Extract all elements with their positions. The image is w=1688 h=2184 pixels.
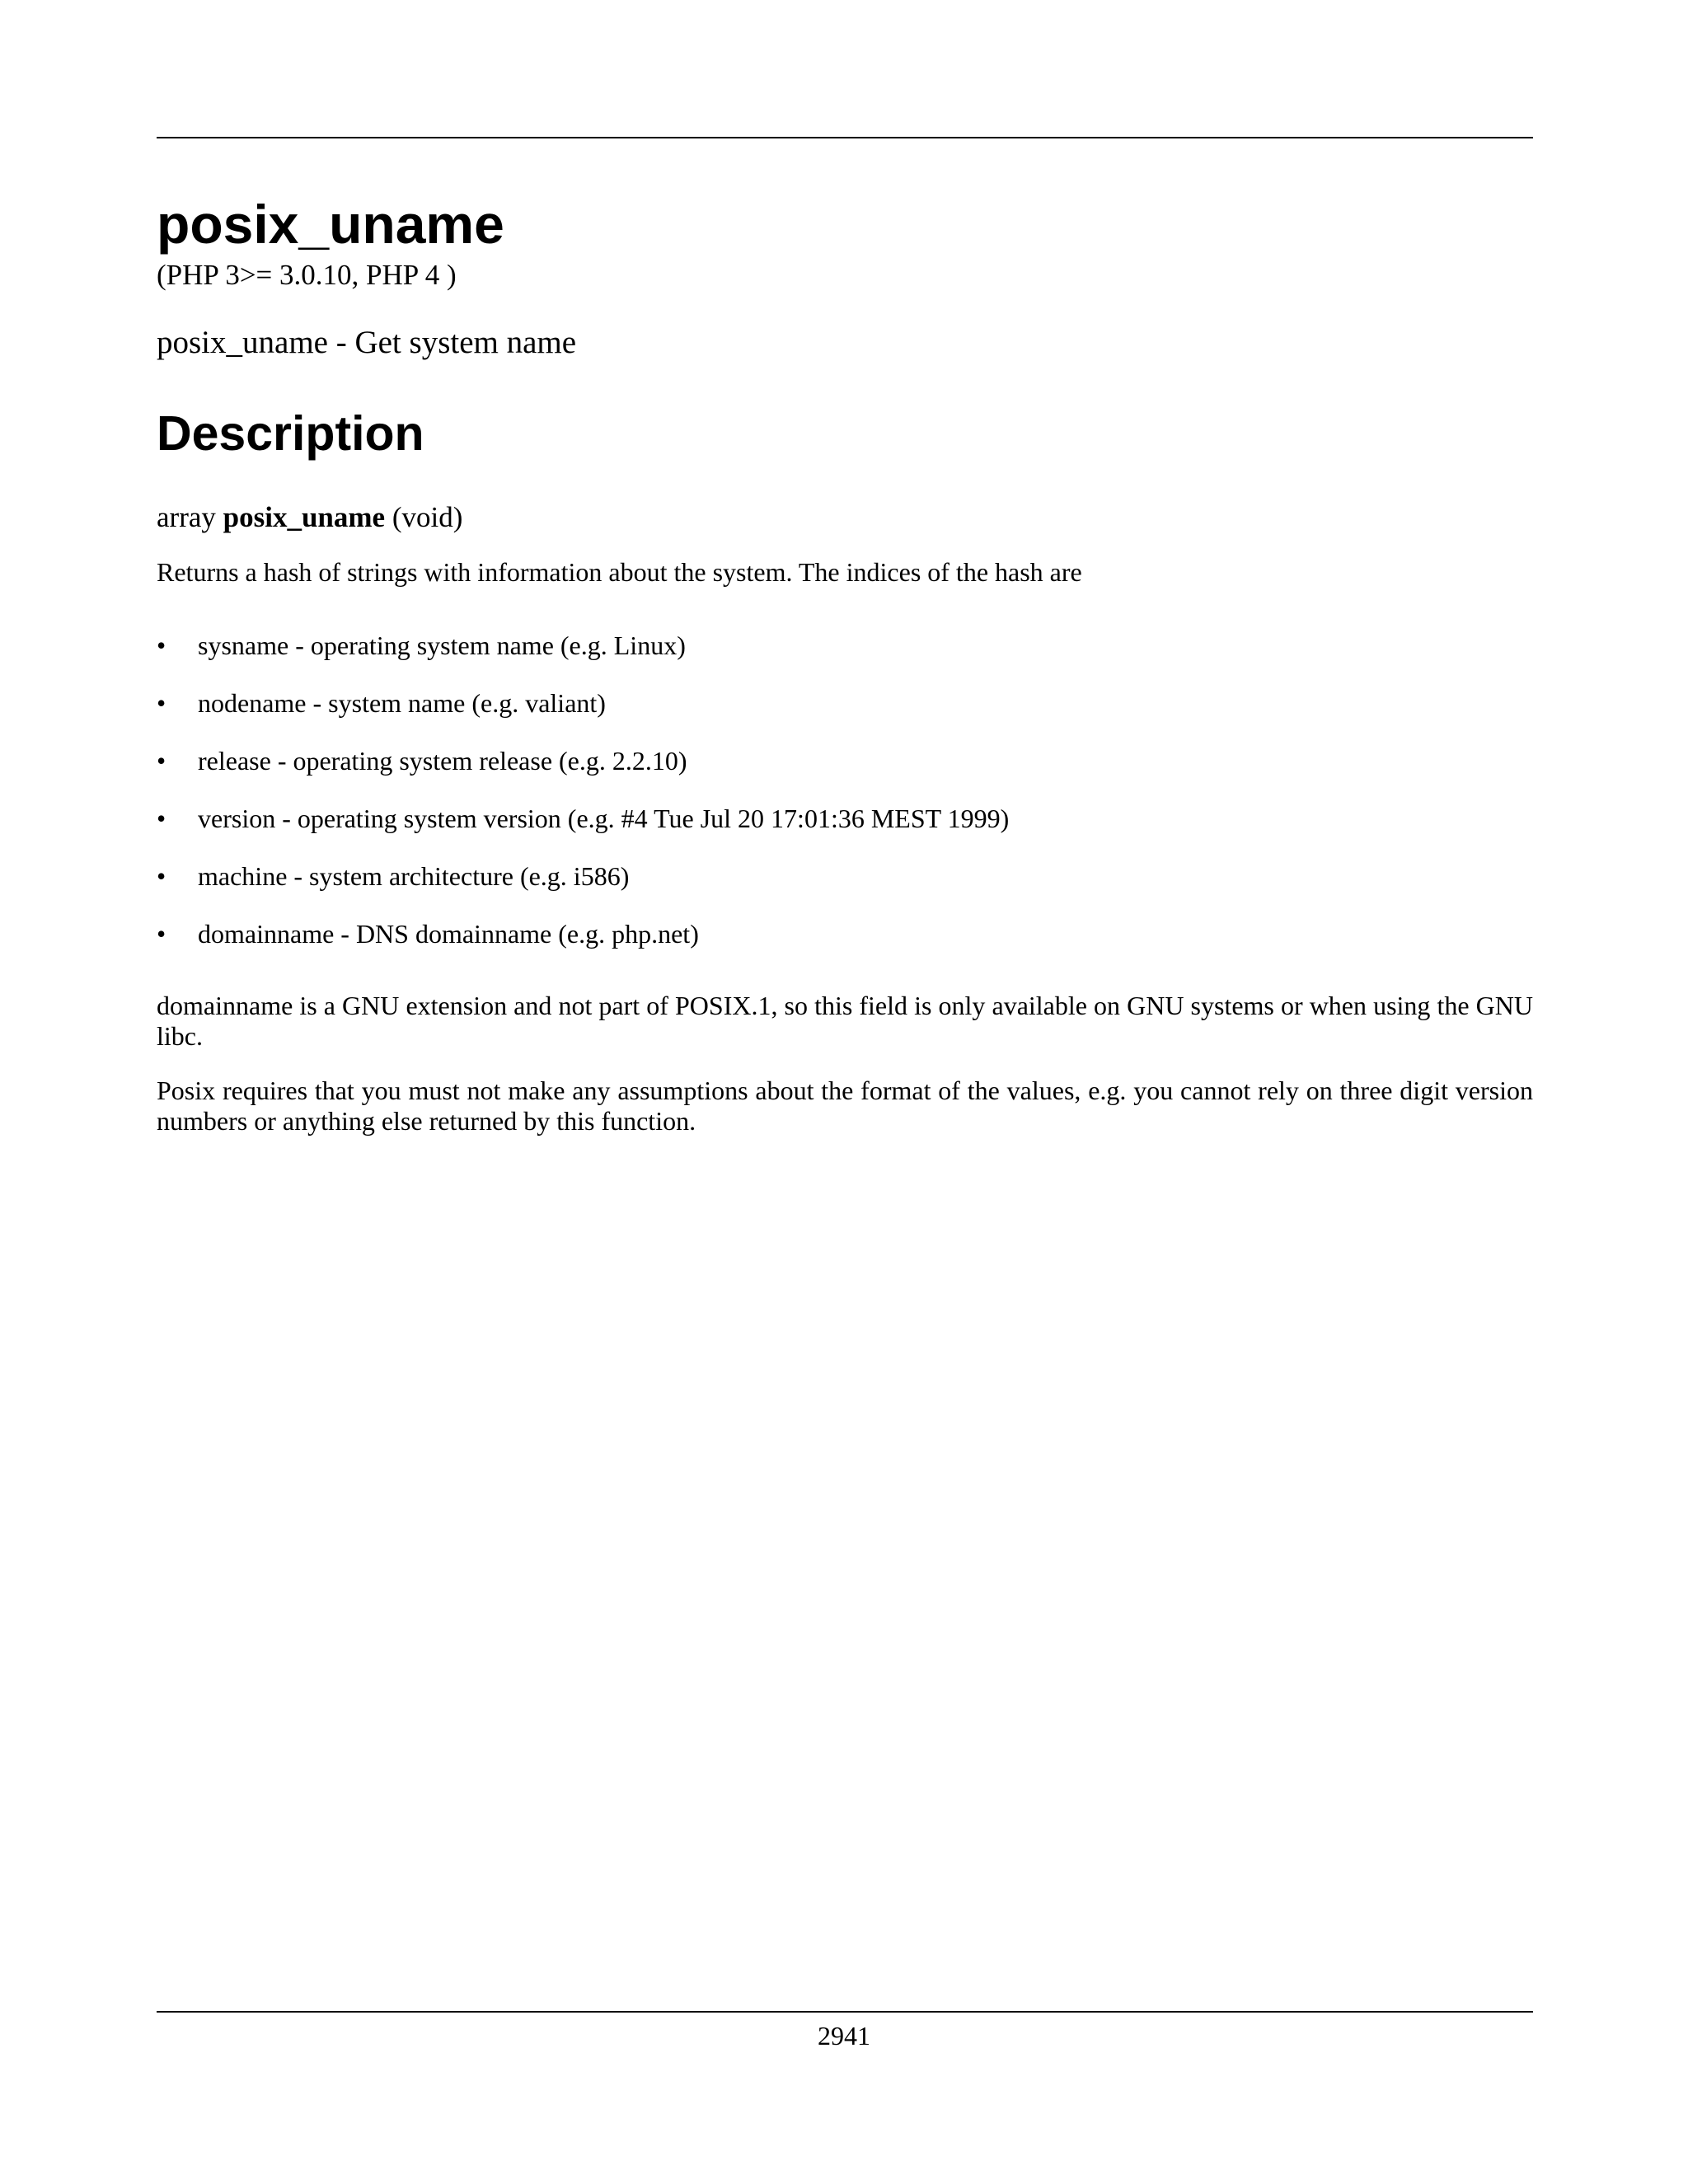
bullet-icon: • (157, 919, 166, 949)
bullet-icon: • (157, 688, 166, 718)
page-title: posix_uname (157, 194, 504, 255)
list-item (157, 919, 1533, 949)
description-heading: Description (157, 406, 424, 461)
list-item (157, 746, 1533, 776)
bullet-icon: • (157, 804, 166, 833)
list-item-text: sysname - operating system name (e.g. Linux) (198, 630, 686, 660)
bullet-icon: • (157, 630, 166, 660)
function-params: (void) (392, 501, 463, 533)
hash-indices-list (157, 630, 1533, 949)
function-synopsis (157, 499, 1533, 536)
return-type: array (157, 501, 216, 533)
list-item-text: version - operating system version (e.g. #4 Tue Jul 20 17:01:36 MEST 1999) (198, 804, 1010, 833)
returns-paragraph: Returns a hash of strings with information about the system. The indices of the hash are (157, 557, 1082, 587)
bullet-icon: • (157, 861, 166, 891)
gnu-extension-note: domainname is a GNU extension and not part of POSIX.1, so this field is only available on GNU systems or when using the GNU libc. (157, 991, 1533, 1051)
list-item-text: machine - system architecture (e.g. i586) (198, 861, 630, 891)
list-item (157, 630, 1533, 661)
header-rule (157, 137, 1533, 138)
list-item (157, 861, 1533, 892)
list-item (157, 688, 1533, 719)
bullet-icon: • (157, 746, 166, 776)
page-number: 2941 (818, 2021, 870, 2050)
posix-format-note: Posix requires that you must not make any assumptions about the format of the values, e.g. you cannot rely on three digit version numbers or anything else returned by this function. (157, 1076, 1533, 1136)
list-item-text: nodename - system name (e.g. valiant) (198, 688, 606, 718)
list-item-text: release - operating system release (e.g. 2.2.10) (198, 746, 687, 776)
list-item-text: domainname - DNS domainname (e.g. php.net) (198, 919, 699, 949)
function-name: posix_uname (223, 501, 386, 533)
php-versions: (PHP 3>= 3.0.10, PHP 4 ) (157, 259, 457, 291)
list-item (157, 804, 1533, 834)
refpurpose: posix_uname - Get system name (157, 325, 577, 360)
page-content (157, 191, 1533, 1137)
